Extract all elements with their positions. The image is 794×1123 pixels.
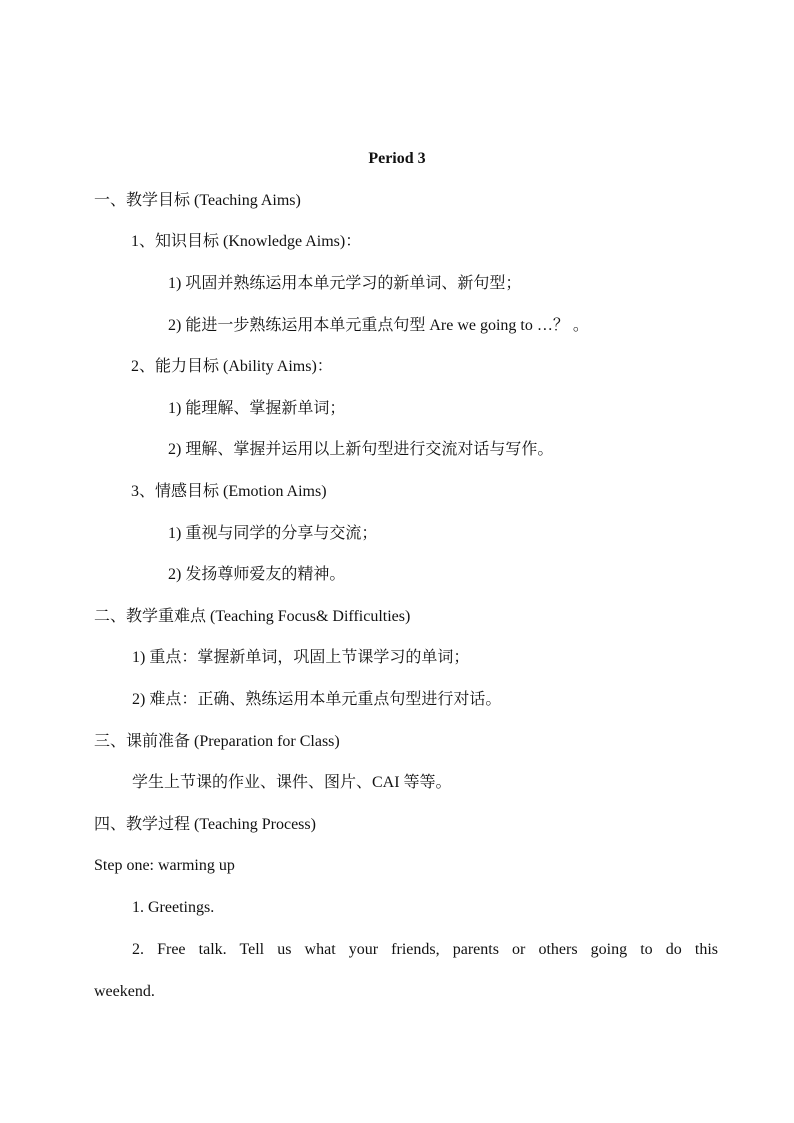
list-item: 1. Greetings. bbox=[132, 899, 215, 916]
list-item: 1) 重点：掌握新单词，巩固上节课学习的单词； bbox=[132, 649, 470, 666]
list-item: 1) 巩固并熟练运用本单元学习的新单词、新句型； bbox=[168, 275, 522, 292]
list-item: 2) 难点：正确、熟练运用本单元重点句型进行对话。 bbox=[132, 691, 502, 708]
list-item: 2) 发扬尊师爱友的精神。 bbox=[168, 566, 346, 583]
subheading-knowledge-aims: 1、知识目标 (Knowledge Aims)： bbox=[131, 233, 362, 250]
list-item: 2. Free talk. Tell us what your friends, parents or others going to do this bbox=[132, 941, 718, 958]
list-item: 1) 重视与同学的分享与交流； bbox=[168, 525, 378, 542]
section-heading-aims: 一、教学目标 (Teaching Aims) bbox=[94, 192, 301, 209]
list-item: 1) 能理解、掌握新单词； bbox=[168, 400, 346, 417]
section-heading-preparation: 三、课前准备 (Preparation for Class) bbox=[94, 733, 340, 750]
preparation-text: 学生上节课的作业、课件、图片、CAI 等等。 bbox=[132, 774, 452, 791]
subheading-ability-aims: 2、能力目标 (Ability Aims)： bbox=[131, 358, 333, 375]
subheading-emotion-aims: 3、情感目标 (Emotion Aims) bbox=[131, 483, 327, 500]
section-heading-focus: 二、教学重难点 (Teaching Focus& Difficulties) bbox=[94, 608, 411, 625]
list-item-continuation: weekend. bbox=[94, 983, 155, 1000]
list-item: 2) 能进一步熟练运用本单元重点句型 Are we going to …？ 。 bbox=[168, 317, 589, 334]
section-heading-process: 四、教学过程 (Teaching Process) bbox=[94, 816, 316, 833]
page-title: Period 3 bbox=[368, 150, 426, 167]
step-one-heading: Step one: warming up bbox=[94, 857, 235, 874]
list-item: 2) 理解、掌握并运用以上新句型进行交流对话与写作。 bbox=[168, 441, 554, 458]
